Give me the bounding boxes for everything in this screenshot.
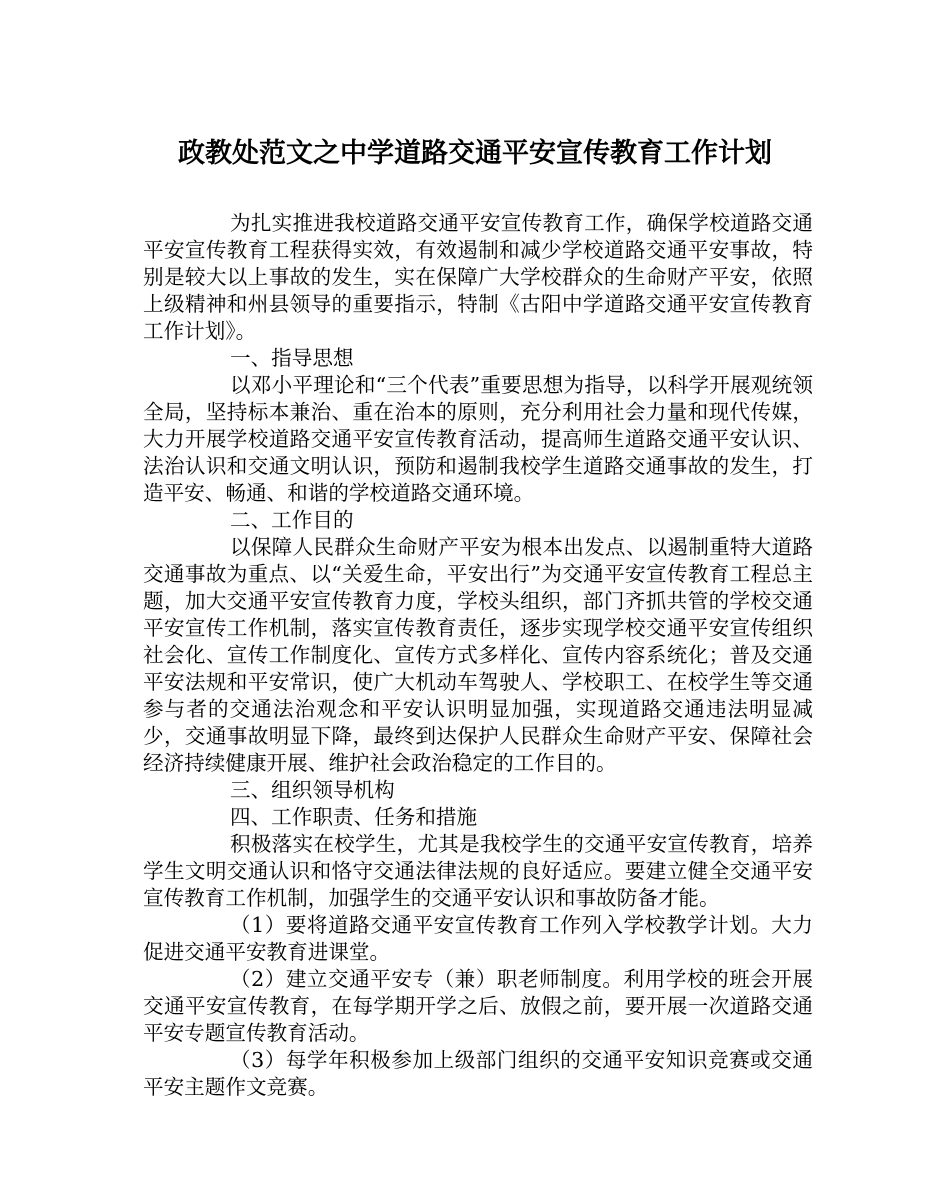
document-title: 政教处范文之中学道路交通平安宣传教育工作计划 [178, 138, 772, 169]
guiding-ideology-paragraph: 以邓小平理论和“三个代表”重要思想为指导，以科学开展观统领全局，坚持标本兼治、重在治本的原则，充分利用社会力量和现代传媒，大力开展学校道路交通平安宣传教育活动，提高师生道路交通平安认识、法治认识和交通文明认识，预防和遏制我校学生道路交通事故的发生，打造平安、畅通、和谐的学校道路交通环境。 [143, 373, 813, 505]
list-item: （1）要将道路交通平安宣传教育工作列入学校教学计划。大力促进交通平安教育进课堂。 [143, 913, 813, 964]
section-heading-work-goal: 二、工作目的 [230, 508, 354, 532]
section-heading-organization: 三、组织领导机构 [230, 778, 395, 802]
document-body [143, 210, 813, 1101]
list-item: （3）每学年积极参加上级部门组织的交通平安知识竞赛或交通平安主题作文竞赛。 [143, 1048, 813, 1099]
duties-paragraph: 积极落实在校学生，尤其是我校学生的交通平安宣传教育，培养学生文明交通认识和恪守交通法律法规的良好适应。要建立健全交通平安宣传教育工作机制，加强学生的交通平安认识和事故防备才能。 [143, 832, 813, 910]
section-heading-duties: 四、工作职责、任务和措施 [230, 805, 478, 829]
list-item: （2）建立交通平安专（兼）职老师制度。利用学校的班会开展交通平安宣传教育，在每学期开学之后、放假之前，要开展一次道路交通平安专题宣传教育活动。 [143, 967, 813, 1045]
section-heading-guiding-ideology: 一、指导思想 [230, 346, 354, 370]
intro-paragraph: 为扎实推进我校道路交通平安宣传教育工作，确保学校道路交通平安宣传教育工程获得实效，有效遏制和减少学校道路交通平安事故，特别是较大以上事故的发生，实在保障广大学校群众的生命财产平安，依照上级精神和州县领导的重要指示，特制《古阳中学道路交通平安宣传教育工作计划》。 [143, 211, 813, 343]
work-goal-paragraph: 以保障人民群众生命财产平安为根本出发点、以遏制重特大道路交通事故为重点、以“关爱生命，平安出行”为交通平安宣传教育工程总主题，加大交通平安宣传教育力度，学校头组织，部门齐抓共管的学校交通平安宣传工作机制，落实宣传教育责任，逐步实现学校交通平安宣传组织社会化、宣传工作制度化、宣传方式多样化、宣传内容系统化；普及交通平安法规和平安常识，使广大机动车驾驶人、学校职工、在校学生等交通参与者的交通法治观念和平安认识明显加强，实现道路交通违法明显减少，交通事故明显下降，最终到达保护人民群众生命财产平安、保障社会经济持续健康开展、维护社会政治稳定的工作目的。 [143, 535, 813, 775]
